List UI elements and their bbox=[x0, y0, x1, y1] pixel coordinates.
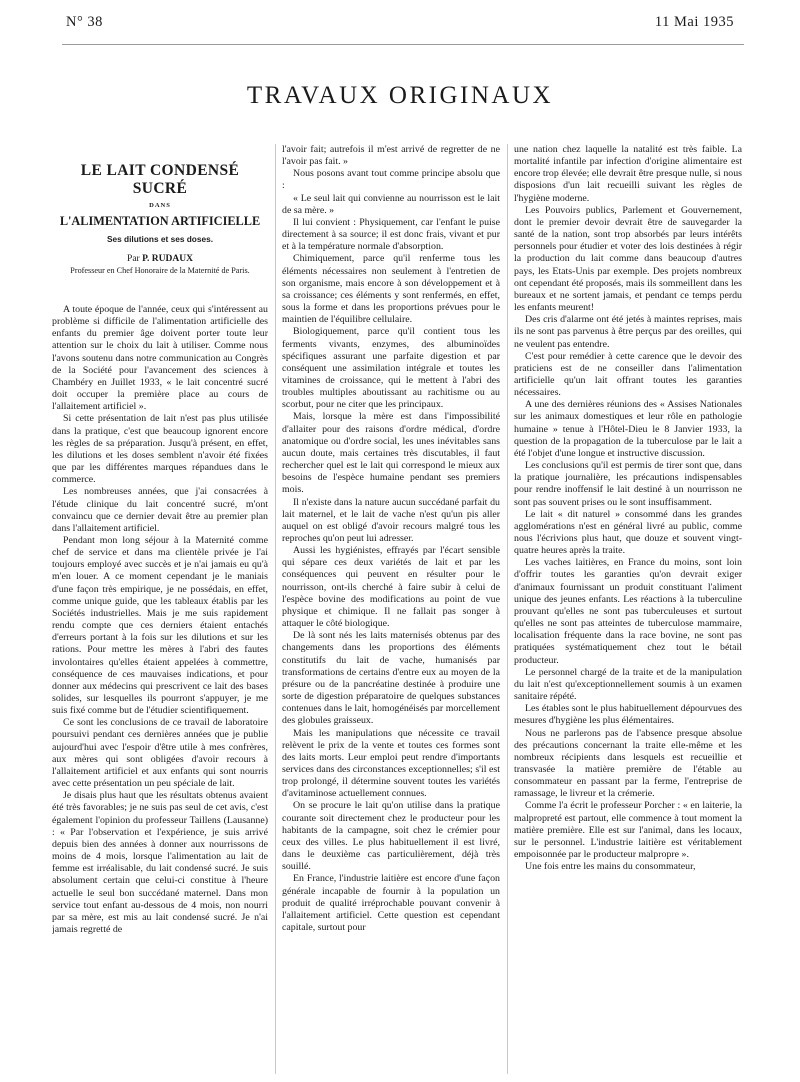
quote: « Le seul lait qui convienne au nourrisson est le lait de sa mère. » bbox=[282, 192, 500, 216]
paragraph: Les étables sont le plus habituellement dépourvues des mesures d'hygiène les plus élémentaires. bbox=[514, 703, 742, 727]
paragraph: Je disais plus haut que les résultats obtenus avaient été très favorables; je ne suis pas seul de cet avis, c'est également l'opinion du professeur Taillens (Lausanne) : « Par l'observation et l'expérience, je suis arrivé depuis bien des années à donner aux nourrissons de moins de 4 mois, lorsque l'alimentation au lait de femme est irréalisable, du lait condensé sucré. Je suis absolument certain que celui-ci constitue à l'heure actuelle le seul bon succédané maternel. Dans mon service tout enfant au-dessous de 4 mois, non nourri par sa mère, est mis au lait condensé sucré. Je n'ai jamais regretté de bbox=[52, 790, 268, 935]
column-divider bbox=[507, 144, 508, 1074]
column-divider bbox=[275, 144, 276, 1074]
paragraph: Les nombreuses années, que j'ai consacrées à l'étude clinique du lait concentré sucré, m'ont convaincu que ce dernier devait être au premier plan dans l'allaitement artificiel. bbox=[52, 486, 268, 534]
paragraph: Comme l'a écrit le professeur Porcher : « en laiterie, la malpropreté est partout, elle commence à tout moment la matière première. Elle est sur l'animal, dans les locaux, sur le personnel. L'industrie laitière est véritablement empoisonnée par le producteur malpropre ». bbox=[514, 800, 742, 861]
paragraph: Chimiquement, parce qu'il renferme tous les éléments nécessaires non seulement à l'entretien de son organisme, mais encore à son développement et à sa croissance; ces éléments y sont renfermés, en effet, sous la forme et dans les proportions prévues pour le maintien de l'équilibre cellulaire. bbox=[282, 253, 500, 326]
paragraph: Nous ne parlerons pas de l'absence presque absolue des précautions concernant la traite elle-même et les nombreux récipients dans lesquels est recueillie et transvasée la matière première de l'étable au consommateur en passant par la ferme, l'entreprise de ramassage, le livreur et la crémerie. bbox=[514, 727, 742, 800]
paragraph: En France, l'industrie laitière est encore d'une façon générale incapable de fournir à la population un produit de qualité irréprochable pouvant convenir à l'allaitement artificiel. Cette question est cependant capitale, surtout pour bbox=[282, 873, 500, 933]
paragraph: Les Pouvoirs publics, Parlement et Gouvernement, dont le premier devoir devrait être de sauvegarder la santé de la nation, sont trop absorbés par leurs intérêts personnels pour étudier et voter des lois destinées à régir la production du lait comme dans beaucoup d'autres pays, les Etats-Unis par exemple. Des projets nombreux ont cependant été proposés, mais ils sommeillent dans les bureaux et ne sortent jamais, et pendant ce temps perdu les enfants meurent! bbox=[514, 204, 742, 314]
paragraph: A une des dernières réunions des « Assises Nationales sur les animaux domestiques et leur rôle en pathologie humaine » tenue à l'Hôtel-Dieu le 8 Janvier 1933, la question de la propagation de la tuberculose par le lait a été l'objet d'une longue et instructive discussion. bbox=[514, 399, 742, 459]
paragraph: C'est pour remédier à cette carence que le devoir des praticiens est de ne conseiller dans l'alimentation artificielle qu'un lait offrant toutes les garanties nécessaires. bbox=[514, 350, 742, 399]
paragraph: Il n'existe dans la nature aucun succédané parfait du lait maternel, et le lait de vache n'est qu'un pis aller auquel on est obligé d'avoir recours malgré tous les reproches qu'on peut lui adresser. bbox=[282, 496, 500, 544]
article-column-3 bbox=[514, 144, 742, 1074]
paragraph: Mais, lorsque la mère est dans l'impossibilité d'allaiter pour des raisons d'ordre médical, d'ordre anatomique ou d'ordre social, les unes inévitables sans aucun doute, mais certaines très discutables, il faut rechercher quel est le lait qui correspond le mieux aux besoins de l'espèce humaine pendant ses premiers mois. bbox=[282, 411, 500, 496]
paragraph: Mais les manipulations que nécessite ce travail relèvent le prix de la vente et toutes ces formes sont des laits morts. Leur emploi peut rendre d'importants services dans des circonstances exceptionnelles; s'il est trop prolongé, il détermine souvent toutes les variétés d'avitaminose actuellement connues. bbox=[282, 727, 500, 800]
paragraph: une nation chez laquelle la natalité est très faible. La mortalité infantile par infection d'origine alimentaire est encore trop élevée; elle devrait être presque nulle, si nous disposions d'un lait recueilli suivant les règles de l'hygiène moderne. bbox=[514, 144, 742, 204]
paragraph: A toute époque de l'année, ceux qui s'intéressent au problème si difficile de l'alimentation artificielle des enfants du premier âge doivent porter toute leur attention sur le choix du lait à utiliser. Comme nous l'avons soutenu dans notre communication au Congrès de la Société pour l'avancement des sciences à Chambéry en Juillet 1933, « le lait concentré sucré doit occuper la première place au cours de l'allaitement artificiel ». bbox=[52, 304, 268, 413]
byline bbox=[52, 253, 268, 265]
article-column-2 bbox=[282, 144, 500, 1074]
article-title: LE LAIT CONDENSÉ SUCRÉ bbox=[80, 162, 240, 197]
paragraph: Nous posons avant tout comme principe absolu que : bbox=[282, 168, 500, 192]
paragraph: Les vaches laitières, en France du moins, sont loin d'offrir toutes les garanties qu'on devrait exiger d'animaux fournissant un produit constituant l'aliment unique des jeunes enfants. Les réactions à la tuberculine prouvant qu'elles ne sont pas tuberculeuses et surtout qu'elles ne sont pas atteintes de tuberculose mammaire, localisation fréquente dans la race bovine, ne sont pas pratiquées systématiquement chez tout le bétail producteur. bbox=[514, 557, 742, 666]
issue-date: 11 Mai 1935 bbox=[654, 14, 734, 30]
paragraph: Des cris d'alarme ont été jetés à maintes reprises, mais ils ne sont pas parvenus à être perçus par des oreilles, qui ne veulent pas entendre. bbox=[514, 314, 742, 350]
byline-prefix: Par bbox=[127, 254, 140, 264]
paragraph: l'avoir fait; autrefois il m'est arrivé de regretter de ne l'avoir pas fait. » bbox=[282, 144, 500, 168]
paragraph: Le personnel chargé de la traite et de la manipulation du lait n'est qu'exceptionnellement soumis à un examen sanitaire répété. bbox=[514, 666, 742, 703]
paragraph: De là sont nés les laits maternisés obtenus par des changements dans les proportions des éléments constitutifs du lait de vache, humanisés par transformations de certains d'entre eux au moyen de la présure ou de la pancréatine destinée à produire une sorte de digestion préparatoire de quelques substances contenues dans le lait, homogénéisés par morcellement des globules graisseux. bbox=[282, 630, 500, 727]
article-column-1 bbox=[52, 144, 268, 1074]
paragraph: Une fois entre les mains du consommateur, bbox=[525, 861, 696, 873]
paragraph: Le lait « dit naturel » consommé dans les grandes agglomérations n'est en général livré au public, comme nous l'écrivions plus haut, que douze et souvent vingt-quatre heures après la traite. bbox=[514, 508, 742, 557]
section-title: TRAVAUX ORIGINAUX bbox=[246, 82, 554, 109]
header-rule bbox=[62, 44, 744, 45]
paragraph: On se procure le lait qu'on utilise dans la pratique courante soit directement chez le producteur pour les habitants de la campagne, soit chez le crémier pour ceux des villes. Le plus habituellement il est livré, dans le deuxième cas particulièrement, déjà très souillé. bbox=[282, 800, 500, 873]
article-title-connector: DANS bbox=[149, 202, 171, 209]
author-affiliation: Professeur en Chef Honoraire de la Maternité de Paris. bbox=[70, 266, 250, 275]
author-name: P. RUDAUX bbox=[142, 254, 193, 264]
paragraph: Ce sont les conclusions de ce travail de laboratoire poursuivi pendant ces dernières années que je publie aujourd'hui avec l'espoir d'être utile à mes confrères, aux mères qui sont obligées d'avoir recours à l'allaitement artificiel et aux enfants qui sont nourris avec cette présentation un peu spéciale de lait. bbox=[52, 717, 268, 790]
paragraph: Si cette présentation de lait n'est pas plus utilisée dans la pratique, c'est que beaucoup ignorent encore les règles de sa préparation. Jusqu'à présent, en effet, les dilutions et les doses semblent n'avoir été fixées que par les différentes marques répandues dans le commerce. bbox=[52, 413, 268, 486]
paragraph: Il lui convient : Physiquement, car l'enfant le puise directement à sa source; il est donc frais, vivant et pur et à la température normale d'absorption. bbox=[282, 216, 500, 253]
paragraph: Aussi les hygiénistes, effrayés par l'écart sensible qui sépare ces deux variétés de lait et par les conséquences qui peuvent en résulter pour le nourrisson, ont-ils cherché à faire subir à celui de l'espèce bovine des modifications au point de vue physique et chimique. Il ne fallait pas songer à attaquer le côté biologique. bbox=[282, 545, 500, 630]
issue-number: N° 38 bbox=[66, 14, 103, 30]
paragraph: Biologiquement, parce qu'il contient tous les ferments vivants, enzymes, des albuminoïdes spécifiques assurant une parfaite digestion et par conséquent une assimilation intégrale et toutes les vitamines de croissance, qui le mettent à l'abri des troubles multiples aboutissant au rachitisme ou au scorbut, pour ne citer que les principaux. bbox=[282, 326, 500, 411]
article-title-line-2: L'ALIMENTATION ARTIFICIELLE bbox=[59, 214, 261, 228]
paragraph: Les conclusions qu'il est permis de tirer sont que, dans la pratique journalière, les précautions indispensables pour rendre inoffensif le lait destiné à un nourrisson ne sont pas souvent prises ou le sont insuffisamment. bbox=[514, 460, 742, 508]
paragraph: Pendant mon long séjour à la Maternité comme chef de service et dans ma clientèle privée je l'ai toujours employé avec succès et je n'ai jamais eu qu'à m'en louer. A ce moment cependant je le maniais d'une façon très empirique, je ne possédais, en effet, comme unique guide, que les tableaux établis par les Sociétés industrielles. Mais je me suis rapidement rendu compte que ces derniers étaient entachés d'erreurs portant à la fois sur les dilutions et sur les rations. Pour mettre les mères à l'abri des fautes involontaires qu'elles étaient appelées à commettre, conséquence de ces mauvaises indications, et pour donner aux médecins qui prescrivent ce lait des bases solides, sur lesquelles ils pourront s'appuyer, je me suis fixé comme but de l'étudier scientifiquement. bbox=[52, 534, 268, 717]
article-subtitle: Ses dilutions et ses doses. bbox=[106, 234, 214, 244]
